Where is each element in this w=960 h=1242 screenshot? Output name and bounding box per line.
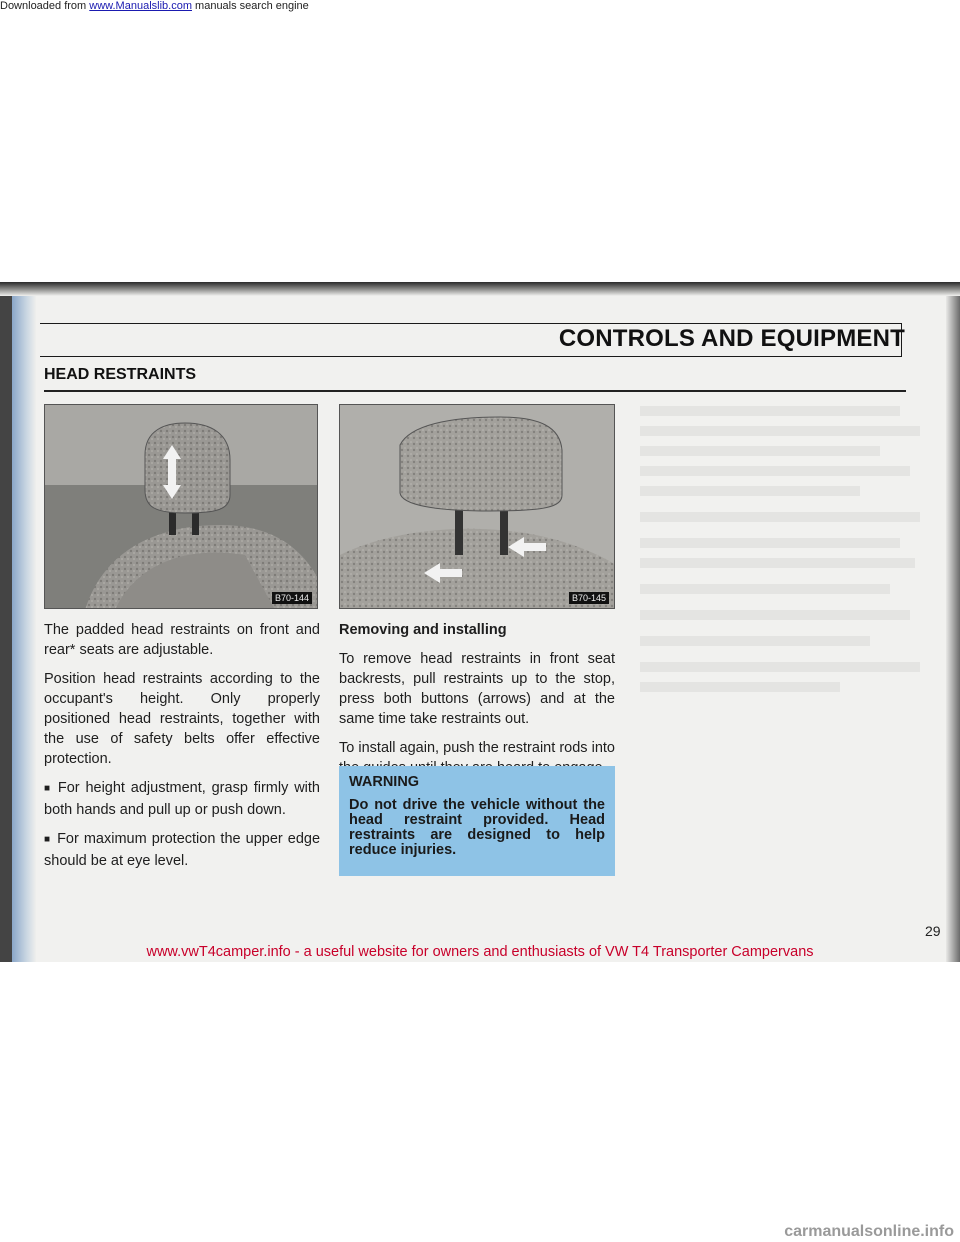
- warning-title: WARNING: [349, 774, 420, 790]
- right-column: [339, 620, 615, 787]
- binding-edge: [0, 296, 12, 962]
- page-header-title: CONTROLS AND EQUIPMENT: [558, 325, 905, 352]
- manualslib-link[interactable]: www.Manualslib.com: [89, 0, 192, 12]
- section-title: HEAD RESTRAINTS: [44, 366, 197, 383]
- section-divider: [44, 390, 906, 392]
- warning-text: Do not drive the vehicle without the head restraint provided. Head restraints are designed to help reduce injuries.: [349, 797, 605, 858]
- page-number: 29: [925, 923, 941, 939]
- bleed-through-text: [640, 400, 930, 780]
- left-column: [44, 620, 320, 880]
- removal-paragraph: To remove head restraints in front seat backrests, pull restraints up to the stop, press both buttons (arrows) and at the same time take restraints out.: [339, 651, 615, 727]
- figure-code-left: B70-144: [272, 592, 312, 604]
- download-notice: [0, 0, 309, 12]
- intro-paragraph: The padded head restraints on front and rear* seats are adjustable.: [44, 622, 320, 658]
- carmanualsonline-watermark: carmanualsonline.info: [784, 1223, 954, 1240]
- download-prefix: Downloaded from: [0, 0, 90, 12]
- install-paragraph: To install again, push the restraint rods into: [339, 740, 615, 756]
- page-top-shadow: [0, 282, 960, 296]
- headrest-removal-illustration: [340, 405, 615, 609]
- height-adjust-bullet: ■ For height adjustment, grasp firmly with both hands and pull up or push down.: [44, 778, 320, 820]
- headrest-adjust-illustration: [45, 405, 318, 609]
- headrest-adjust-photo: [44, 404, 318, 609]
- headrest-removal-photo: [339, 404, 615, 609]
- eye-level-bullet: ■ For maximum protection the upper edge should be at eye level.: [44, 829, 320, 871]
- download-suffix: manuals search engine: [191, 0, 309, 12]
- removing-subheading: Removing and installing: [339, 622, 507, 638]
- binding-blue-strip: [12, 296, 36, 962]
- position-paragraph: Position head restraints according to the occupant's height. Only properly positioned head restraints, together with the use of safety belts offer effective protection.: [44, 671, 320, 767]
- figure-code-right: B70-145: [569, 592, 609, 604]
- warning-box: [339, 766, 615, 876]
- vwt4camper-link[interactable]: www.vwT4camper.info - a useful website for owners and enthusiasts of VW T4 Transporter Campervans: [146, 944, 814, 960]
- right-page-edge: [946, 296, 960, 962]
